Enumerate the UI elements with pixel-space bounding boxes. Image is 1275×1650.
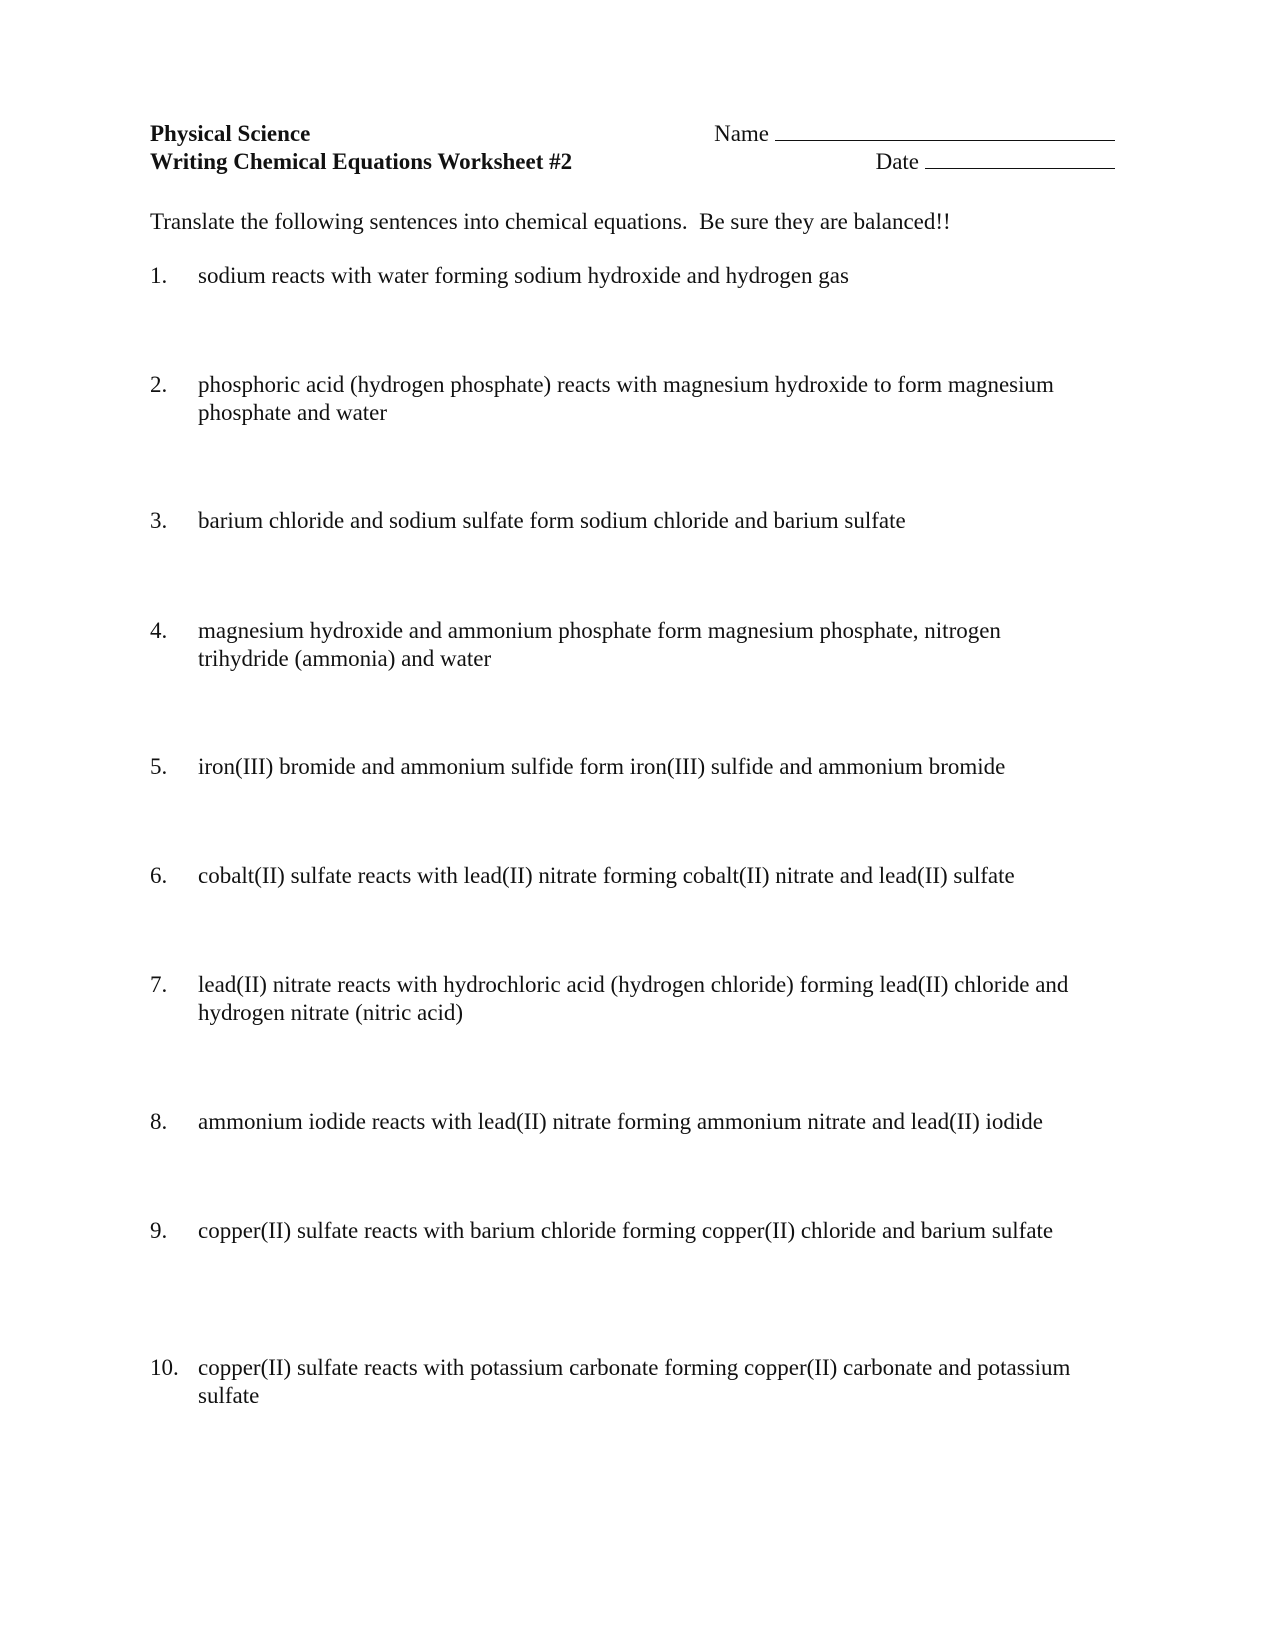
question-text: copper(II) sulfate reacts with barium chloride forming copper(II) chloride and barium sulfate [198, 1218, 1054, 1243]
question-text: ammonium iodide reacts with lead(II) nitrate forming ammonium nitrate and lead(II) iodide [198, 1109, 1043, 1134]
question-text: copper(II) sulfate reacts with potassium carbonate forming copper(II) carbonate and potassium sulfate [198, 1355, 1071, 1408]
question-6 [150, 862, 1130, 890]
question-number: 3. [150, 508, 168, 533]
course-title: Physical Science [150, 121, 311, 146]
question-text: iron(III) bromide and ammonium sulfide form iron(III) sulfide and ammonium bromide [198, 754, 1006, 779]
question-text: cobalt(II) sulfate reacts with lead(II) nitrate forming cobalt(II) nitrate and lead(II) sulfate [198, 863, 1015, 888]
header-titles [150, 120, 572, 176]
question-number: 8. [150, 1109, 168, 1134]
date-label: Date [875, 149, 919, 174]
name-label: Name [714, 121, 769, 146]
question-1 [150, 262, 1130, 290]
question-5 [150, 753, 1130, 781]
date-blank[interactable] [925, 148, 1115, 169]
question-number: 9. [150, 1218, 168, 1243]
name-blank[interactable] [775, 120, 1115, 141]
question-9 [150, 1217, 1130, 1245]
question-3 [150, 507, 1130, 535]
question-2 [150, 371, 1130, 427]
question-text: lead(II) nitrate reacts with hydrochloric acid (hydrogen chloride) forming lead(II) chloride and hydrogen nitrate (nitric acid) [198, 972, 1069, 1025]
date-field [714, 148, 1115, 176]
question-10 [150, 1354, 1130, 1410]
question-number: 4. [150, 618, 168, 643]
worksheet-title: Writing Chemical Equations Worksheet #2 [150, 149, 573, 174]
question-8 [150, 1108, 1130, 1136]
question-number: 6. [150, 863, 168, 888]
question-text: sodium reacts with water forming sodium hydroxide and hydrogen gas [198, 263, 849, 288]
question-number: 10. [150, 1355, 179, 1380]
name-field [714, 120, 1115, 148]
header-fields [714, 120, 1115, 176]
question-number: 5. [150, 754, 168, 779]
question-text: magnesium hydroxide and ammonium phosphate form magnesium phosphate, nitrogen trihydride (ammonia) and water [198, 618, 1001, 671]
question-text: barium chloride and sodium sulfate form sodium chloride and barium sulfate [198, 508, 906, 533]
instructions: Translate the following sentences into chemical equations. Be sure they are balanced!! [150, 209, 951, 234]
question-4 [150, 617, 1130, 673]
question-7 [150, 971, 1130, 1027]
question-number: 7. [150, 972, 168, 997]
question-text: phosphoric acid (hydrogen phosphate) reacts with magnesium hydroxide to form magnesium phosphate and water [198, 372, 1054, 425]
question-number: 1. [150, 263, 168, 288]
question-number: 2. [150, 372, 168, 397]
